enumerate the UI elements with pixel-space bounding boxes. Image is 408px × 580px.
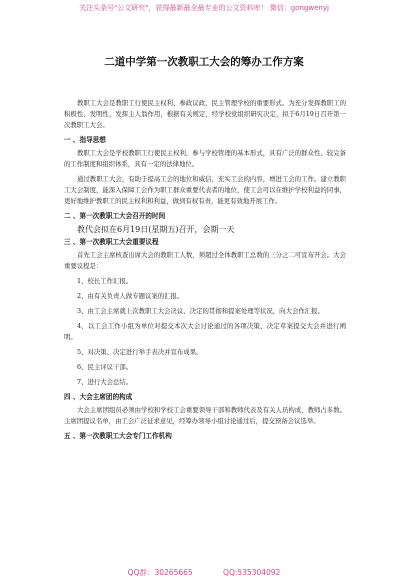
agenda-item: 7、进行大会总结。	[77, 378, 133, 386]
agenda-item: 5、对决策、决定进行举手表决并宣布成果。	[77, 348, 203, 356]
page-title: 二道中学第一次教职工大会的筹办工作方案	[104, 56, 304, 68]
agenda-item: 4、以工会工作小组为单位对提交本次大会讨论通过的各项决策、决定草案提交大会并进行阐明。	[64, 322, 346, 341]
document-body	[64, 98, 346, 444]
agenda-item: 2、由有关负责人做专题议案的汇报。	[77, 292, 184, 300]
header-banner: 关注头条号"公文研究"，获得最新最全最专业的公文资料库！ 微信：gongwenyj	[79, 4, 329, 12]
qq-text: QQ:535304092	[223, 568, 281, 577]
meeting-time-text: 教代会拟在6月19日(星期五)召开，会期一天	[77, 225, 235, 234]
section-heading: 二 、第一次教职工大会召开的时间	[64, 212, 166, 220]
body-paragraph: 通过教职工大会，有助于提高工会的地位和威信，充实工会的内容，增进工会的工作。建立教职工大会制度，能深入保障工会作为职工群众重要代表者的地位，使工会可以在维护学校利益的同事，更好地维护教职工的民主权利和利益，做到有权有责，能更有效地开展工作。	[64, 175, 346, 205]
body-paragraph: 首先工会主席核查出席大会的教职工人数，须超过全体教职工总数的三分之二可宣布开会。大会重要议程是：	[64, 251, 346, 270]
section-heading: 四 、大会主席团的构成	[64, 393, 133, 401]
qq-group-text: QQ群：30265665	[127, 568, 193, 577]
body-paragraph: 大会主席团组员必须由学校和学校工会重要领导干部和教师代表及有关人员构成，教师占多数。主席团提议名单，由工会广泛征求意见，经筹办领导小组讨论通过后，提交预备会议选举。	[64, 406, 346, 425]
section-heading: 五 、第一次教职工大会专门工作机构	[64, 432, 172, 440]
agenda-item: 1、校长工作汇报。	[77, 277, 133, 285]
agenda-item: 3、由工会主席就上次教职工大会决议、决定的贯彻和提案处理等状况，向大会作汇报。	[77, 307, 324, 315]
intro-paragraph: 教职工大会是教职工行使民主权利、参政议政、民主管理学校的重要形式。为充分发挥教职工的积极性、发明性，发挥主人翁作用，根据有关规定，经学校党组织研究决定，拟于6月19日召开第一次教职工大会。	[64, 99, 346, 129]
section-heading: 一 、指导思想	[64, 136, 106, 144]
agenda-item: 6、民主评议干部。	[77, 363, 133, 371]
body-paragraph: 教职工大会是学校教职工行使民主权利，参与学校管理的基本形式，具有广泛的群众性、较完备的工作制度和组织体系，具有一定的法律地位。	[64, 149, 346, 168]
footer-contact	[0, 568, 408, 578]
section-heading: 三 、第一次教职工大会重要议程	[64, 238, 159, 246]
